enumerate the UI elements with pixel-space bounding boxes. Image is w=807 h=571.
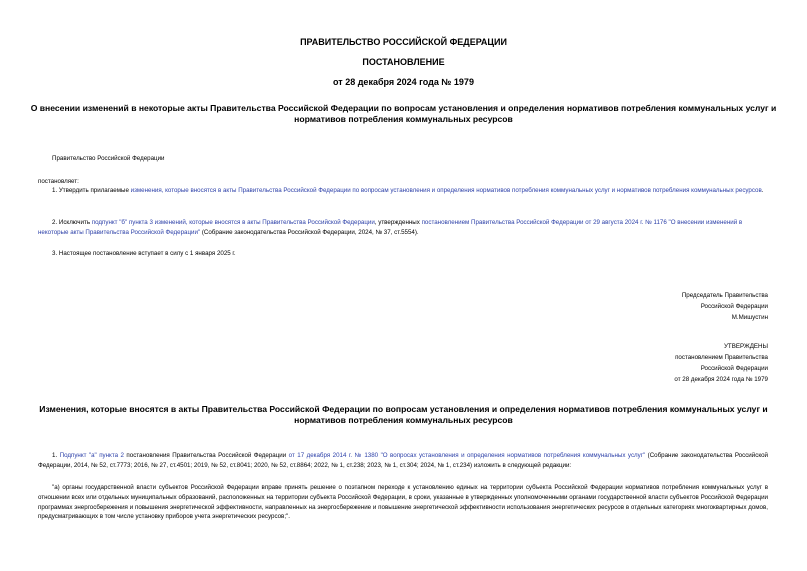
changes-item-1 (38, 451, 768, 471)
date-heading: от 28 декабря 2024 года № 1979 (333, 77, 474, 87)
signature-line-1: Председатель Правительства (681, 292, 768, 299)
signature-line-3: М.Мишустин (731, 314, 768, 321)
item-2-mid: , утвержденных (374, 219, 422, 226)
item-2-link-1[interactable]: подпункт "б" пункта 3 изменений, которые вносятся в акты Правительства Российской Федерации (91, 219, 375, 226)
approval-line-1: УТВЕРЖДЕНЫ (724, 343, 768, 350)
item-3: 3. Настоящее постановление вступает в силу с 1 января 2025 г. (52, 250, 236, 257)
changes-item-1-pre: 1. (52, 452, 60, 459)
subject-heading: О внесении изменений в некоторые акты Правительства Российской Федерации по вопросам установления и определения нормативов потребления коммунальных услуг и нормативов потребления коммунальных ресурсов (30, 103, 777, 124)
item-1-pre: 1. Утвердить прилагаемые (52, 187, 131, 194)
changes-item-1-post: (Собрание законодательства Российской Федерации, 2014, № 52, ст.7773; 2016, № 27, ст.4501; 2019, № 52, ст.8041; 2020, № 52, ст.8864; 2022, № 1, ст.238; 2023, № 1, ст.304; 2024, № 1, ст.234) изложить в следующей редакции: (38, 452, 768, 469)
changes-item-1-link-1[interactable]: Подпункт "а" пункта 2 (59, 452, 124, 459)
changes-item-1-mid: постановления Правительства Российской Федерации (123, 452, 289, 459)
item-2-link-2[interactable]: постановлением Правительства Российской Федерации от 29 августа 2024 г. № 1176 "О внесении изменений в некоторые акты Правительства Российской Федерации" (38, 219, 743, 236)
item-1-post: . (761, 187, 764, 194)
changes-item-1-link-2[interactable]: от 17 декабря 2014 г. № 1380 "О вопросах установления и определения нормативов потребления коммунальных услуг" (288, 452, 646, 459)
item-1-link[interactable]: изменения, которые вносятся в акты Правительства Российской Федерации по вопросам установления и определения нормативов потребления коммунальных услуг и нормативов потребления коммунальных ресурсов (130, 187, 762, 194)
item-1 (38, 186, 768, 196)
changes-quote: "а) органы государственной власти субъектов Российской Федерации вправе принять решение о поэтапном переходе к установлению единых на территории субъекта Российской Федерации нормативов потребления коммунальных услуг в отношении всех или отдельных муниципальных образований, расположенных на территории субъекта Российской Федерации, в сроки, указанные в утвержденных уполномоченными органами государственной власти субъектов Российской Федерации программах энергосбережения и повышения энергетической эффективности, направленных на энергосбережение и повышение энергетической эффективности использования энергетических ресурсов в отдельных категориях многоквартирных домов, предусматривающих в том числе установку приборов учета энергетических ресурсов;". (38, 484, 768, 521)
approval-line-2: постановлением Правительства (675, 354, 768, 361)
signature-block (520, 290, 768, 323)
org-heading: ПРАВИТЕЛЬСТВО РОССИЙСКОЙ ФЕДЕРАЦИИ (300, 37, 507, 47)
item-2-post: (Собрание законодательства Российской Федерации, 2024, № 37, ст.5554). (200, 228, 419, 236)
doc-type-heading: ПОСТАНОВЛЕНИЕ (362, 57, 445, 67)
item-2-pre: 2. Исключить (52, 219, 92, 226)
approval-line-3: Российской Федерации (700, 365, 768, 372)
approval-block (520, 341, 768, 385)
approval-line-4: от 28 декабря 2024 года № 1979 (674, 376, 768, 383)
issuer-text: Правительство Российской Федерации (52, 155, 165, 162)
signature-line-2: Российской Федерации (700, 303, 768, 310)
resolves-text: постановляет: (38, 178, 79, 185)
changes-title: Изменения, которые вносятся в акты Правительства Российской Федерации по вопросам установления и определения нормативов потребления коммунальных услуг и нормативов потребления коммунальных ресурсов (39, 404, 768, 425)
item-2 (38, 218, 768, 238)
